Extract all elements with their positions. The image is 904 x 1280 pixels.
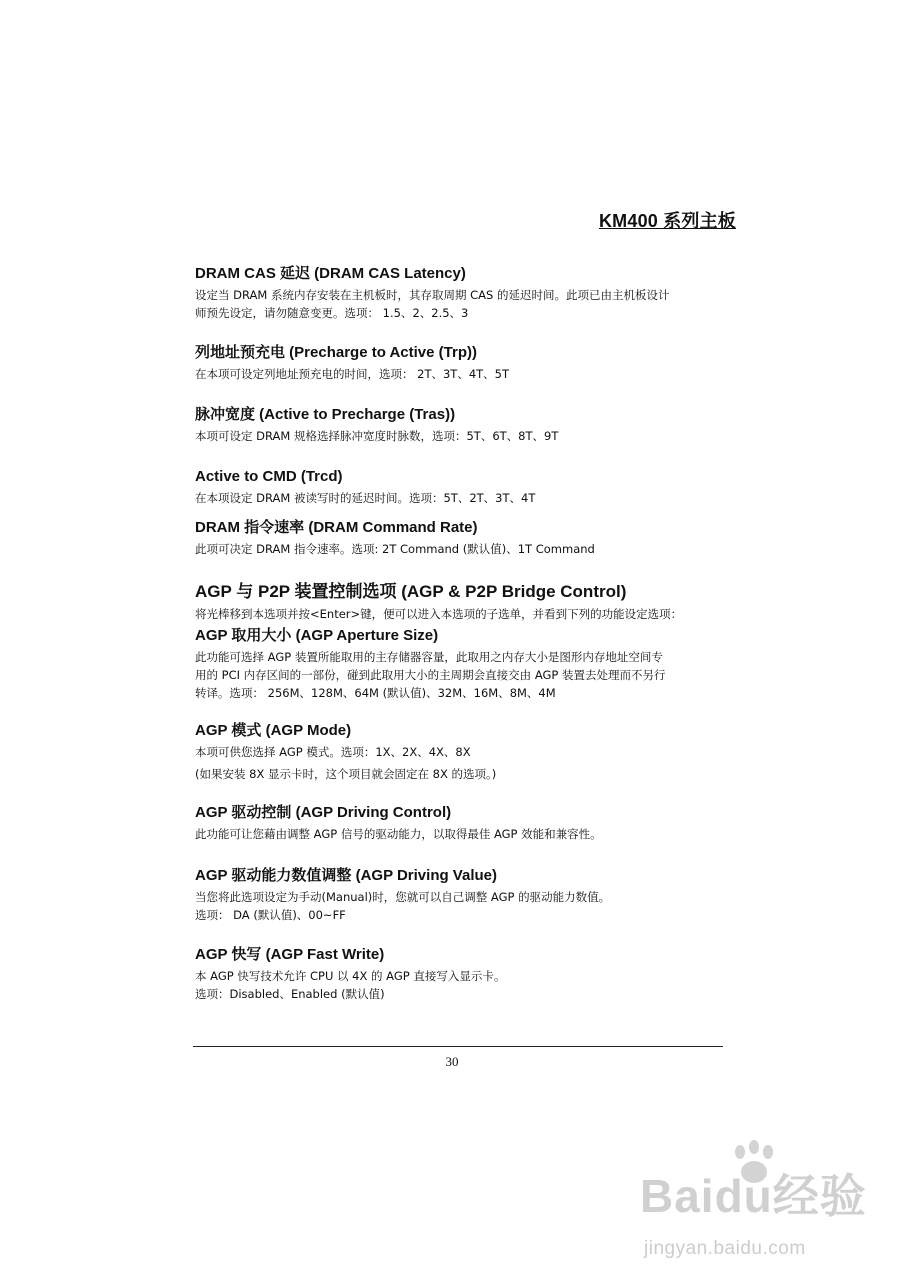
section-text: 此功能可让您藉由调整 AGP 信号的驱动能力，以取得最佳 AGP 效能和兼容性。 [195, 827, 602, 841]
section-heading: Active to CMD (Trcd) [195, 468, 343, 485]
watermark-brand: Baidu经验 [640, 1170, 867, 1222]
section-agp-mode [195, 721, 755, 783]
section-text: 此项可决定 DRAM 指令速率。选项: 2T Command (默认值)、1T Command [195, 542, 595, 556]
section-heading: 脉冲宽度 (Active to Precharge (Tras)) [195, 406, 456, 423]
section-text: (如果安装 8X 显示卡时，这个项目就会固定在 8X 的选项。) [195, 767, 497, 781]
section-heading: AGP 驱动控制 (AGP Driving Control) [195, 804, 452, 821]
page-number: 30 [445, 1054, 459, 1069]
section-dram-command-rate [195, 518, 755, 558]
section-text: 将光棒移到本选项并按<Enter>键，便可以进入本选项的子选单，并看到下列的功能设定选项： [195, 607, 683, 621]
section-active-to-cmd [195, 467, 755, 507]
section-heading: DRAM CAS 延迟 (DRAM CAS Latency) [195, 265, 466, 282]
section-text: 本 AGP 快写技术允许 CPU 以 4X 的 AGP 直接写入显示卡。 [195, 969, 506, 983]
footer-divider [193, 1046, 723, 1047]
section-text: 选项： DA (默认值)、00~FF [195, 908, 346, 922]
watermark-url: jingyan.baidu.com [644, 1238, 806, 1259]
section-active-to-precharge [195, 405, 755, 445]
section-heading: AGP 取用大小 (AGP Aperture Size) [195, 627, 439, 644]
section-text: 用的 PCI 内存区间的一部份，碰到此取用大小的主周期会直接交由 AGP 装置去处理而不另行 [195, 668, 666, 682]
section-agp-fast-write [195, 945, 755, 1003]
page-header-title: KM400 系列主板 [598, 211, 736, 231]
section-text: 转译。选项： 256M、128M、64M (默认值)、32M、16M、8M、4M [195, 686, 556, 700]
section-agp-p2p-bridge-control [195, 581, 755, 623]
section-precharge-to-active [195, 343, 755, 383]
section-text: 此功能可选择 AGP 装置所能取用的主存储器容量，此取用之内存大小是图形内存地址空间专 [195, 650, 663, 664]
section-dram-cas-latency [195, 264, 755, 322]
section-text: 选项：Disabled、Enabled (默认值) [195, 987, 385, 1001]
section-heading: AGP 快写 (AGP Fast Write) [195, 946, 385, 963]
section-agp-driving-value [195, 866, 755, 924]
section-agp-aperture-size [195, 626, 755, 702]
baidu-watermark [640, 1160, 880, 1270]
section-heading: AGP 与 P2P 装置控制选项 (AGP & P2P Bridge Control) [195, 582, 627, 601]
section-agp-driving-control [195, 803, 755, 843]
section-heading: 列地址预充电 (Precharge to Active (Trp)) [195, 344, 477, 361]
section-text: 本项可供您选择 AGP 模式。选项：1X、2X、4X、8X [195, 745, 471, 759]
section-heading: AGP 驱动能力数值调整 (AGP Driving Value) [195, 867, 497, 884]
section-text: 在本项可设定列地址预充电的时间，选项： 2T、3T、4T、5T [195, 367, 510, 381]
section-heading: AGP 模式 (AGP Mode) [195, 722, 352, 739]
section-text: 本项可设定 DRAM 规格选择脉冲宽度时脉数，选项：5T、6T、8T、9T [195, 429, 559, 443]
section-text: 在本项设定 DRAM 被读写时的延迟时间。选项：5T、2T、3T、4T [195, 491, 536, 505]
section-text: 设定当 DRAM 系统内存安装在主机板时，其存取周期 CAS 的延迟时间。此项已由主机板设计 [195, 288, 670, 302]
section-text: 师预先设定，请勿随意变更。选项： 1.5、2、2.5、3 [195, 306, 469, 320]
section-heading: DRAM 指令速率 (DRAM Command Rate) [195, 519, 478, 536]
section-text: 当您将此选项设定为手动(Manual)时，您就可以自己调整 AGP 的驱动能力数值。 [195, 890, 611, 904]
